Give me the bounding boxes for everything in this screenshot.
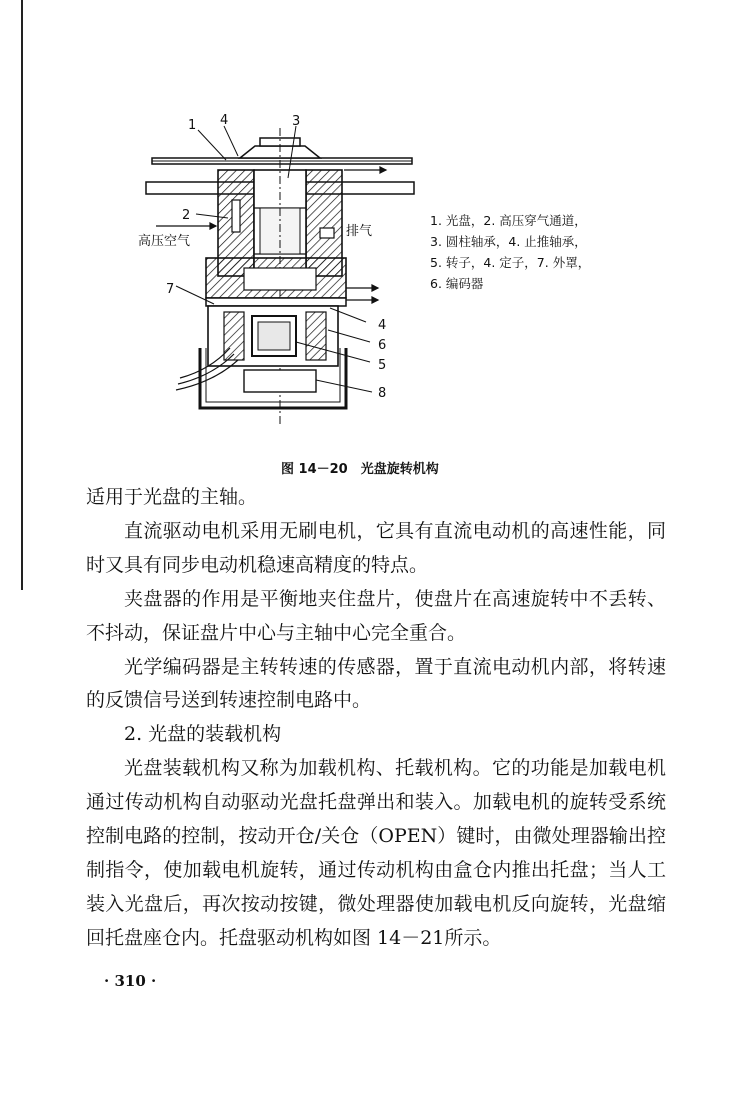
page-edge-rule: [21, 0, 23, 590]
label-2: 2: [182, 208, 191, 223]
disc: [152, 138, 412, 164]
legend-line: 3. 圆柱轴承，4. 止推轴承，: [430, 234, 587, 249]
paragraph: 光盘装载机构又称为加载机构、托载机构。它的功能是加载电机通过传动机构自动驱动光盘托盘弹出和装入。加载电机的旋转受系统控制电路的控制，按动开仓/关仓（OPEN）键时，由微处理器输出控制指令，使加载电机旋转，通过传动机构由盒仓内推出托盘；当人工装入光盘后，再次按动按键，微处理器使加载电机反向旋转，光盘缩回托盘座仓内。托盘驱动机构如图 14－21所示。: [86, 757, 666, 949]
lower-housing: [206, 258, 346, 306]
legend-line: 6. 编码器: [430, 276, 484, 291]
label-5: 5: [378, 358, 387, 373]
paragraph: 适用于光盘的主轴。: [86, 486, 258, 508]
label-exhaust: 排气: [346, 224, 373, 239]
label-7: 7: [166, 282, 175, 297]
label-8: 8: [378, 386, 387, 401]
figure-legend: [430, 210, 710, 294]
section-heading: 2. 光盘的装载机构: [124, 723, 282, 746]
label-high-pressure-air: 高压空气: [138, 234, 191, 249]
figure-caption: 图 14－20 光盘旋转机构: [281, 462, 439, 477]
paragraph: 直流驱动电机采用无刷电机，它具有直流电动机的高速性能，同时又具有同步电动机稳速高精度的特点。: [86, 519, 666, 576]
page-number: · 310 ·: [104, 972, 157, 990]
motor-assembly: [208, 306, 338, 366]
label-1: 1: [188, 118, 197, 133]
label-6: 6: [378, 338, 387, 353]
legend-line: 5. 转子，4. 定子，7. 外罩，: [430, 255, 591, 270]
label-4-right: 4: [378, 318, 387, 333]
body-text: [86, 481, 666, 956]
label-3: 3: [292, 114, 301, 129]
label-4-top: 4: [220, 113, 229, 128]
paragraph: 夹盘器的作用是平衡地夹住盘片，使盘片在高速旋转中不丢转、不抖动，保证盘片中心与主轴中心完全重合。: [86, 587, 666, 644]
mechanism-drawing: [120, 108, 450, 430]
paragraph: 光学编码器是主转转速的传感器，置于直流电动机内部，将转速的反馈信号送到转速控制电路中。: [86, 655, 666, 712]
legend-line: 1. 光盘，2. 高压穿气通道，: [430, 213, 587, 228]
disc-rotation-mechanism-figure: [120, 108, 450, 430]
